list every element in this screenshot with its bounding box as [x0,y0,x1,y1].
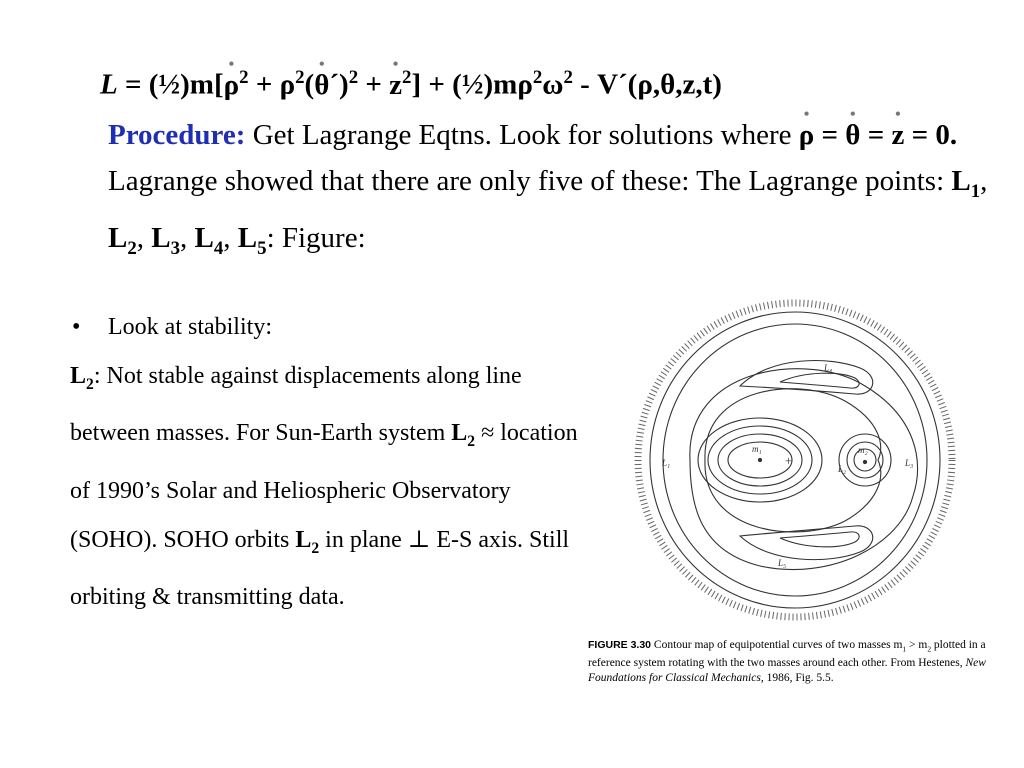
procedure-paragraph: Procedure: Get Lagrange Eqtns. Look for solutions where • ρ = • θ = • z = 0. Lagrange showed that there are only five of these: The Lagrange points: $L_1$, $L_2$, $L_3$, $L_4$, $L_5$: Figure: [108,112,988,272]
contour-outer-1 [650,312,940,608]
contour-horseshoe-1 [690,369,918,570]
figure-caption: FIGURE 3.30 Contour map of equipotential curves of two masses $m_1 > m_2$ plotted in a reference system rotating with the two masses around each other. From Hestenes, New Foundations for Classical Mechanics, 1986, Fig. 5.5. [588,639,986,685]
label-l3: L₃ [905,458,914,468]
bullet-text: Look at stability: [108,314,272,340]
label-m2: m₂ [858,445,868,455]
equipotential-contour-figure [630,296,960,624]
m1-point [758,458,761,461]
m2-point [863,460,866,463]
contour-outer-2 [663,324,927,596]
label-m1: m₁ [752,444,762,454]
lagrangian-equation: L = (½)m[• $\rho^2$ + $\rho^2(•$ θ´)$^2$ + • $z^2$] + $(\frac{1}{2})m\rho^2\omega^2$ - V´(ρ,θ,z,t) [100,60,1000,103]
label-l2: L₂ [838,464,847,474]
lagrangian-symbol: L [100,68,118,101]
figure-tag: FIGURE 3.30 [588,639,652,651]
procedure-label: Procedure: [108,119,246,151]
bullet-mark: • [72,314,81,340]
theta-dot: • θ [314,67,329,103]
label-l4: L₄ [824,363,833,373]
label-plus: + [785,453,793,468]
l5-tadpole-inner [780,532,859,547]
z-dot: • z [389,67,402,103]
stability-paragraph: $L_2$: Not stable against displacements along line between masses. For Sun-Earth system $L_2$ ≈ location of 1990’s Solar and Heliospheric Observatory (SOHO). SOHO orbits $L_2$ in plane ⊥ E-S axis. Still orbiting & transmitting data. [70,363,578,611]
label-l1: L₁ [662,458,671,468]
bullet-item [72,312,272,342]
label-l5: L₅ [778,558,787,568]
rho-dot: • ρ [224,67,240,103]
l4-tadpole-inner [780,373,859,388]
